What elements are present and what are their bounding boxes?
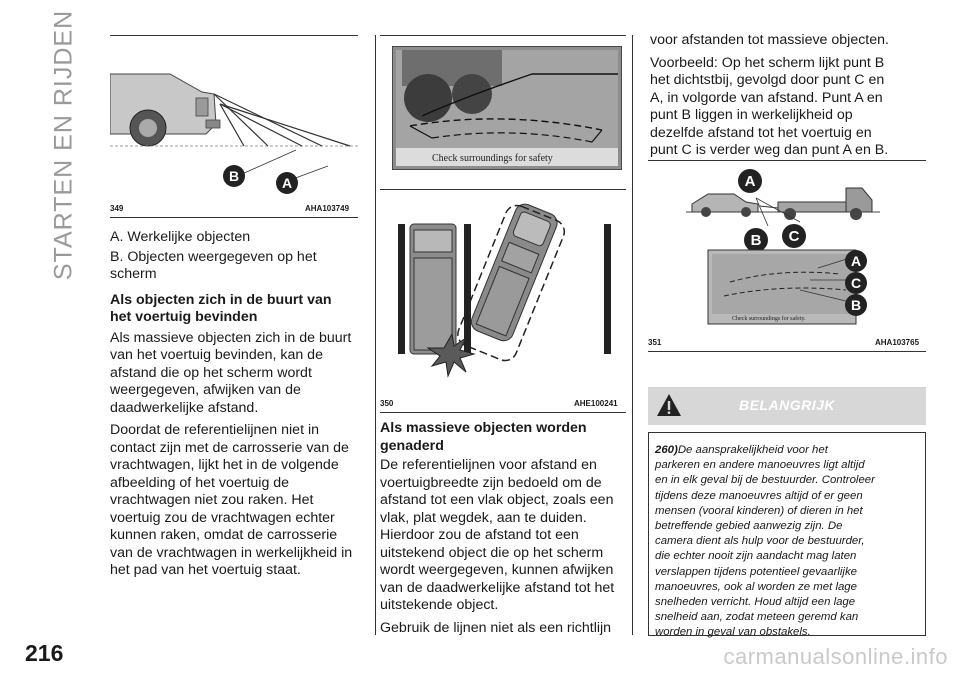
column-2	[380, 420, 630, 642]
text-line: uitstekend object die op het scherm	[380, 544, 604, 561]
text-line: Doordat de referentielijnen niet in	[110, 422, 320, 438]
figure-number: 351	[648, 338, 662, 347]
text-line: kunnen raken, omdat de carrosserie	[110, 527, 338, 543]
text-line: vrachtwagen, lijkt het in de volgende	[110, 457, 339, 473]
figure-code: AHE100241	[574, 399, 618, 408]
heading-line1: Als massieve objecten worden	[380, 420, 587, 436]
text-line: van de vrachtwagen in werkelijkheid in	[110, 544, 353, 561]
screen-warning-text: Check surroundings for safety	[432, 153, 553, 164]
text-line: van het voertuig bevinden, kan de	[110, 347, 323, 363]
callout-a: A	[850, 253, 862, 269]
text-line: en in elk geval bij de bestuurder. Controleer	[655, 474, 875, 487]
paragraph-2: Gebruik de lijnen niet als een richtlijn	[380, 619, 612, 636]
warning-ref: 260)	[655, 444, 678, 456]
figure-bottom-rule	[648, 351, 926, 352]
callout-a: A	[744, 173, 756, 190]
figure-number: 350	[380, 399, 394, 408]
callout-b: B	[850, 297, 862, 313]
screen-warning-text: Check surroundings for safety.	[732, 316, 806, 322]
text-line: A, in volgorde van afstand. Punt A en	[650, 89, 883, 106]
legend-b-line2: scherm	[110, 266, 157, 282]
text-line: contact zijn met de carrosserie van de	[110, 439, 349, 456]
figure-code: AHA103749	[305, 204, 350, 213]
heading-line2: het voertuig bevinden	[110, 309, 258, 325]
text-line: afstand tot een vlak object, zoals een	[380, 492, 614, 508]
figure-351-illustration	[650, 164, 926, 332]
text-line: Als massieve objecten zich in de buurt	[110, 329, 352, 346]
column-3	[650, 32, 930, 160]
warning-box	[648, 432, 926, 639]
text-line: manoeuvres, ook al worden ze met lage	[655, 580, 857, 593]
text-line: vlak, plat wegdek, aan te duiden.	[380, 509, 587, 526]
heading-line1: Als objecten zich in de buurt van	[110, 291, 332, 308]
text-line: verslappen tijdens potentieel gevaarlijke	[655, 565, 857, 578]
figure-number: 349	[110, 204, 124, 213]
column-1	[110, 229, 362, 580]
figure-349-illustration	[110, 38, 358, 198]
figure-top-rule	[648, 160, 926, 161]
text-line: die echter nooit zijn aandacht mag laten	[655, 550, 857, 563]
text-line: camera dient als hulp voor de bestuurder,	[655, 535, 865, 548]
figure-top-rule	[110, 35, 358, 36]
text-line: punt B liggen in werkelijkheid op	[650, 107, 853, 123]
text-line: snelheden verricht. Houd altijd een lage	[655, 596, 856, 609]
text-line: worden in geval van obstakels.	[655, 626, 811, 639]
text-line: tijdens deze manoeuvres altijd of er geen	[655, 489, 863, 502]
text-line: daadwerkelijke afstand.	[110, 399, 259, 416]
figure-bottom-rule	[380, 412, 626, 413]
text-line: wordt weergegeven, kunnen afwijken	[380, 562, 614, 578]
text-line: voertuigbreedte zijn bedoeld om de	[380, 474, 602, 491]
text-line: Voorbeeld: Op het scherm lijkt punt B	[650, 54, 885, 71]
paragraph-1	[380, 457, 630, 615]
text-line: parkeren en andere manoeuvres ligt altijd	[655, 459, 865, 472]
text-line: weergegeven, afwijken van de	[110, 382, 301, 398]
text-line: betreffende gebied aanwezig zijn. De	[655, 520, 843, 533]
page-number: 216	[25, 640, 64, 666]
text-line: Hierdoor zou de afstand tot een	[380, 527, 579, 543]
section-title: STARTEN EN RIJDEN	[49, 9, 78, 281]
warning-header	[648, 387, 926, 425]
paragraph-2	[650, 55, 930, 160]
figure-350-screen	[392, 46, 622, 170]
callout-c: C	[850, 275, 862, 291]
figure-bottom-rule	[110, 217, 358, 218]
text-line: afbeelding of het voertuig de	[110, 474, 290, 491]
heading-line2: genaderd	[380, 437, 444, 454]
text-line: De aansprakelijkheid voor het	[677, 444, 828, 456]
warning-text	[655, 443, 921, 641]
warning-title: BELANGRIJK	[738, 397, 835, 413]
callout-a: A	[281, 175, 293, 191]
callout-c: C	[788, 228, 800, 245]
text-line: mensen (vooral kinderen) of dieren in het	[655, 504, 863, 517]
figure-code: AHA103765	[875, 338, 920, 347]
column-divider	[375, 35, 376, 635]
text-line: vrachtwagen niet zou raken. Het	[110, 492, 314, 508]
text-line: uitstekende object.	[380, 597, 499, 613]
watermark: carmanualsonline.info	[723, 644, 948, 669]
figure-350-parking-scene	[392, 198, 622, 390]
paragraph-2	[110, 422, 362, 580]
text-line: De referentielijnen voor afstand en	[380, 457, 597, 473]
figure-top-rule	[380, 35, 626, 36]
text-line: het pad van het voertuig staat.	[110, 562, 301, 578]
callout-b: B	[750, 232, 762, 249]
legend-b-line1: B. Objecten weergegeven op het	[110, 248, 317, 265]
callout-b: B	[228, 168, 240, 184]
text-line: voertuig zou de vrachtwagen echter	[110, 509, 335, 526]
figure-separator	[380, 189, 626, 190]
text-line: snelheid aan, zodat meteen geremd kan	[655, 611, 859, 624]
text-line: het dichtstbij, gevolgd door punt C en	[650, 72, 885, 88]
text-line: afstand die op het scherm wordt	[110, 364, 312, 381]
text-line: punt C is verder weg dan punt A en B.	[650, 142, 889, 158]
paragraph-1: voor afstanden tot massieve objecten.	[650, 32, 889, 48]
section-side-tab	[44, 9, 84, 281]
text-line: dezelfde afstand tot het voertuig en	[650, 124, 872, 141]
column-divider	[632, 35, 633, 635]
text-line: van de daadwerkelijke afstand tot het	[380, 579, 615, 596]
paragraph-1	[110, 330, 362, 418]
legend-a: A. Werkelijke objecten	[110, 229, 251, 245]
